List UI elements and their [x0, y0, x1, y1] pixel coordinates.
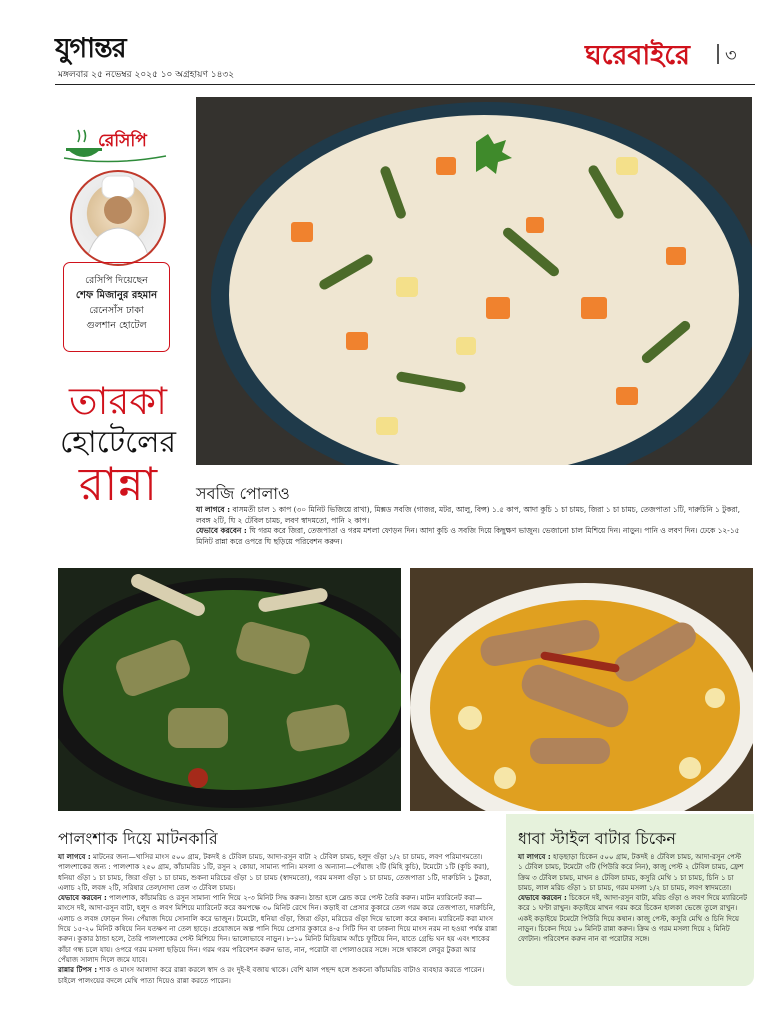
- chef-organization: রেনেসাঁস ঢাকা: [89, 305, 144, 316]
- method-text: পালংশাক, কাঁচামরিচ ও রসুন সামান্য পানি দিয়ে ২-৩ মিনিট সিদ্ধ করুন। ঠান্ডা হলে ব্লেন্ড করে পেস্ট তৈরি করুন। মাটন ম্যারিনেট করা—মাংসে দই, আদা-রসুন বাটা, হলুদ ও লবণ মিশিয়ে ম্যারিনেট করে কমপক্ষে ৩০ মিনিট রেখে দিন। কড়াই বা প্রেসার কুকারে তেল গরম করে তেজপাতা, দারুচিনি, এলাচ ও লবঙ্গ ফোড়ন দিন। পেঁয়াজ দিয়ে সোনালি করে ভাজুন। টমেটো, ধনিয়া গুঁড়া, জিরা গুঁড়া, মরিচের গুঁড়া দিয়ে ভালো করে কষান। ম্যারিনেট করা মাংস দিয়ে ১৫-২০ মিনিট কষিয়ে নিন যতক্ষণ না তেল ছাড়ে। প্রয়োজনে অল্প পানি দিয়ে প্রেসার কুকারে ৪-৫ সিটি দিন বা ঢাকনা দিয়ে মাংস নরম না হওয়া পর্যন্ত রান্না করুন। কুকার ঠান্ডা হলে, তৈরি পালংশাকের পেস্ট মিশিয়ে দিন। ভালোভাবে নাড়ুন। ৮-১০ মিনিট মিডিয়াম আঁচে ফুটিয়ে নিন, যাতে গ্রেভি ঘন হয় এবং শাকের কাঁচা গন্ধ চলে যায়। ওপরে গরম মসলা ছড়িয়ে দিন। গরম গরম পরিবেশন করুন ভাত, নান, পরোটা বা পোলাওয়ের সঙ্গে। সঙ্গে থাকলে লেবুর টুকরা আর পেঁয়াজ সালাদ দিলে জমে যাবে।: [58, 893, 498, 964]
- recipe-body-spinach-mutton-curry: [58, 852, 498, 986]
- section-title: ঘরেবাইরে: [585, 40, 690, 71]
- feature-title-line-1: তারকা: [68, 379, 168, 423]
- vegetable-pulao-photo: [196, 97, 752, 465]
- method-label: যেভাবে করবেন :: [518, 893, 567, 903]
- ingredients-label: যা লাগবে :: [196, 505, 231, 514]
- recipe-body-vegetable-pulao: [196, 505, 752, 547]
- ingredients-text: বাসমতী চাল ১ কাপ (৩০ মিনিট ভিজিয়ে রাখা), মিক্সড সবজি (গাজর, মটর, আলু, বিন্স) ১.৫ কাপ, আদা কুচি ১ চা চামচ, জিরা ১ চা চামচ, তেজপাতা ১টি, দারুচিনি ১ টুকরা, লবঙ্গ ২টি, ঘি ২ টেবিল চামচ, লবণ স্বাদমতো, পানি ২ কাপ।: [196, 505, 740, 525]
- chef-name: শেফ মিজানুর রহমান: [75, 290, 158, 301]
- chef-hotel: গুলশান হোটেল: [86, 320, 147, 331]
- recipe-title-spinach-mutton-curry: পালংশাক দিয়ে মাটনকারি: [58, 829, 218, 848]
- method-text: ঘি গরম করে জিরা, তেজপাতা ও গরম মশলা ফোড়ন দিন। আদা কুচি ও সবজি দিয়ে কিছুক্ষণ ভাজুন। ভেজানো চাল মিশিয়ে দিন। নাড়ুন। পানি ও লবণ দিন। ঢেকে ১২-১৫ মিনিট রান্না করে ওপরে ঘি ছড়িয়ে পরিবেশন করুন।: [196, 526, 740, 546]
- recipe-title-vegetable-pulao: সবজি পোলাও: [196, 484, 290, 503]
- chef-credit-box: [63, 262, 170, 352]
- recipe-title-butter-chicken: ধাবা স্টাইল বাটার চিকেন: [518, 829, 676, 848]
- method-label: যেভাবে করবেন :: [196, 526, 247, 536]
- ingredients-label: যা লাগবে :: [58, 852, 91, 861]
- butter-chicken-image: [410, 568, 753, 811]
- page-number: ৩: [725, 41, 737, 72]
- recipe-logo-text: রেসিপি: [98, 131, 147, 151]
- feature-title-line-2: হোটেলের: [60, 425, 176, 460]
- ingredients-text: মাটনের জন্য—খাসির মাংস ৫০০ গ্রাম, টকদই ৪ টেবিল চামচ, আদা-রসুন বাটা ২ টেবিল চামচ, হলুদ গুঁড়া ১/২ চা চামচ, লবণ পরিমাণমতো। পালংশাকের জন্য : পালংশাক ২৫০ গ্রাম, কাঁচামরিচ ১টি, রসুন ২ কোয়া, সামান্য পানি। মসলা ও অন্যান্য—পেঁয়াজ ২টি (মিহি কুচি), টমেটো ১টি (কুচি করা), ধনিয়া গুঁড়া ১ চা চামচ, জিরা গুঁড়া ১ চা চামচ, শুকনা মরিচের গুঁড়া ১ চা চামচ (স্বাদমতো), গরম মসলা গুঁড়া ১ চা চামচ, তেজপাতা ১টি, দারুচিনি ১ টুকরা, এলাচ ২টি, লবঙ্গ ২টি, সরিষার তেল/সাদা তেল ৩ টেবিল চামচ।: [58, 852, 492, 892]
- feature-title-line-3: রান্না: [78, 457, 158, 511]
- tips-text: শাক ও মাংস আলাদা করে রান্না করলে স্বাদ ও রং দুই-ই বজায় থাকে। বেশি ঝাল পছন্দ হলে শুকনো কাঁচামরিচ বাটাও ব্যবহার করতে পারেন। চাইলে পালংয়ের বদলে মেথি পাতা দিয়েও রান্না করতে পারেন।: [58, 965, 485, 985]
- pulao-plate-image: [196, 97, 752, 465]
- mutton-curry-image: [58, 568, 401, 811]
- newspaper-logo: যুগান্তর: [55, 33, 126, 64]
- chef-figure-icon: [72, 172, 164, 264]
- ingredients-label: যা লাগবে :: [518, 852, 551, 861]
- spinach-mutton-curry-photo: [58, 568, 401, 811]
- ingredients-text: হাড়ছাড়া চিকেন ৫০০ গ্রাম, টকদই ৪ টেবিল চামচ, আদা-রসুন পেস্ট ১ টেবিল চামচ, টমেটো ৩টি (পিউরি করে নিন), কাজু পেস্ট ২ টেবিল চামচ, ফ্রেশ ক্রিম ৩ টেবিল চামচ, মাখন ৪ টেবিল চামচ, কসুরি মেথি ১ চা চামচ, চিনি ১ চা চামচ, লাল মরিচ গুঁড়া ১ চা চামচ, গরম মসলা ১/২ চা চামচ, লবণ স্বাদমতো।: [518, 852, 744, 892]
- tips-label: রান্নার টিপস :: [58, 965, 98, 975]
- method-text: চিকেনে দই, আদা-রসুন বাটা, মরিচ গুঁড়া ও লবণ দিয়ে ম্যারিনেট করে ১ ঘণ্টা রাখুন। কড়াইয়ে মাখন গরম করে চিকেন হালকা ভেজে তুলে রাখুন। একই কড়াইয়ে টমেটো পিউরি দিয়ে কষান। কাজু পেস্ট, কসুরি মেথি ও চিনি দিয়ে নাড়ুন। চিকেন দিয়ে ১০ মিনিট রান্না করুন। ক্রিম ও গরম মসলা দিয়ে ২ মিনিট ফোটান। পরিবেশন করুন নান বা পরোটার সঙ্গে।: [518, 893, 747, 944]
- method-label: যেভাবে করবেন :: [58, 893, 107, 903]
- chef-intro: রেসিপি দিয়েছেন: [85, 275, 148, 286]
- chef-portrait: [70, 170, 166, 266]
- recipe-logo: [62, 120, 170, 166]
- recipe-body-butter-chicken: [518, 852, 748, 945]
- header-rule: [55, 84, 755, 85]
- issue-date: মঙ্গলবার ২৫ নভেম্বর ২০২৫ ১০ অগ্রহায়ণ ১৪৩২: [58, 70, 235, 80]
- butter-chicken-photo: [410, 568, 753, 811]
